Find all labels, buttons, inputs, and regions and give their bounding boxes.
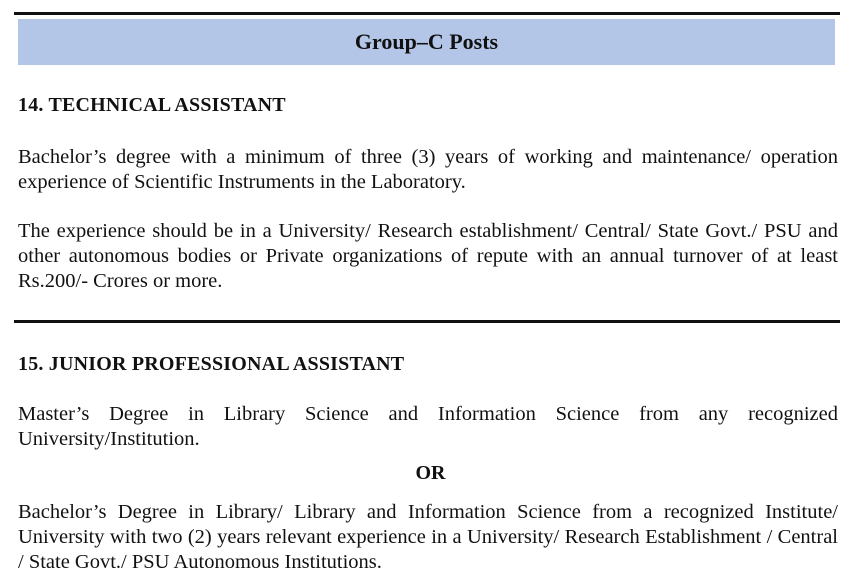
technical-assistant-qualification: Bachelor’s degree with a minimum of three (3) years of working and maintenance/ operation experience of Scientific Instruments in the Laboratory. [18,146,838,193]
section-heading-junior-professional-assistant: 15. JUNIOR PROFESSIONAL ASSISTANT [18,353,405,375]
section-divider [14,320,840,323]
section-heading-technical-assistant: 14. TECHNICAL ASSISTANT [18,94,286,116]
junior-professional-assistant-option-1: Master’s Degree in Library Science and Information Science from any recognized University/Institution. [18,403,838,450]
or-separator: OR [415,462,446,484]
group-title: Group–C Posts [354,29,499,54]
top-divider [14,12,840,15]
junior-professional-assistant-option-2: Bachelor’s Degree in Library/ Library and Information Science from a recognized Institute/ University with two (2) years relevant experience in a University/ Research Establishment / Central / State Govt./ PSU Autonomous Institutions. [18,501,838,573]
group-title-banner [18,19,835,65]
technical-assistant-experience: The experience should be in a University/ Research establishment/ Central/ State Govt./ PSU and other autonomous bodies or Private organizations of repute with an annual turnover of at least Rs.200/- Crores or more. [18,220,838,292]
